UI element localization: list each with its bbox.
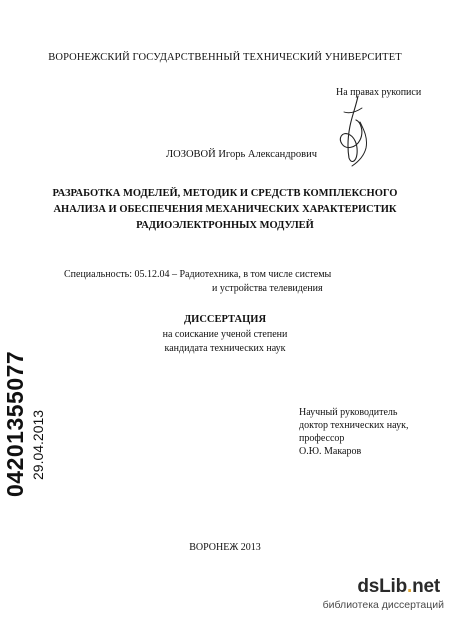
registration-date: 29.04.2013 — [30, 409, 46, 480]
rights-note: На правах рукописи — [336, 87, 422, 98]
title-line: АНАЛИЗА И ОБЕСПЕЧЕНИЯ МЕХАНИЧЕСКИХ ХАРАКТЕРИСТИК — [53, 204, 397, 215]
registration-number: 04201355077 — [2, 350, 28, 497]
university-name: ВОРОНЕЖСКИЙ ГОСУДАРСТВЕННЫЙ ТЕХНИЧЕСКИЙ УНИВЕРСИТЕТ — [48, 52, 402, 63]
degree-line: на соискание ученой степени — [162, 329, 288, 340]
supervisor-line: доктор технических наук, — [299, 420, 409, 431]
degree-line-continued: кандидата технических наук — [164, 343, 286, 354]
logo-tld: net — [412, 576, 440, 597]
supervisor-block — [299, 406, 408, 458]
title-line: РАЗРАБОТКА МОДЕЛЕЙ, МЕТОДИК И СРЕДСТВ КОМПЛЕКСНОГО — [52, 188, 398, 199]
supervisor-line: профессор — [299, 433, 345, 444]
author-name: ЛОЗОВОЙ Игорь Александрович — [166, 149, 317, 160]
watermark-subtitle: библиотека диссертаций — [322, 599, 444, 611]
specialty-line-continued: и устройства телевидения — [212, 283, 323, 294]
handwritten-signature — [330, 92, 380, 170]
dslib-watermark[interactable] — [322, 576, 444, 616]
city-year: ВОРОНЕЖ 2013 — [189, 542, 261, 553]
title-line: РАДИОЭЛЕКТРОННЫХ МОДУЛЕЙ — [136, 220, 314, 231]
dissertation-title — [0, 186, 450, 234]
logo-main: dsLib — [357, 576, 407, 597]
logo-dot: . — [407, 576, 413, 597]
dslib-logo — [357, 576, 440, 598]
document-type: ДИССЕРТАЦИЯ — [183, 314, 267, 325]
supervisor-name: О.Ю. Макаров — [299, 446, 362, 457]
specialty-line: Специальность: 05.12.04 – Радиотехника, в том числе системы — [64, 269, 332, 280]
supervisor-line: Научный руководитель — [299, 407, 398, 418]
